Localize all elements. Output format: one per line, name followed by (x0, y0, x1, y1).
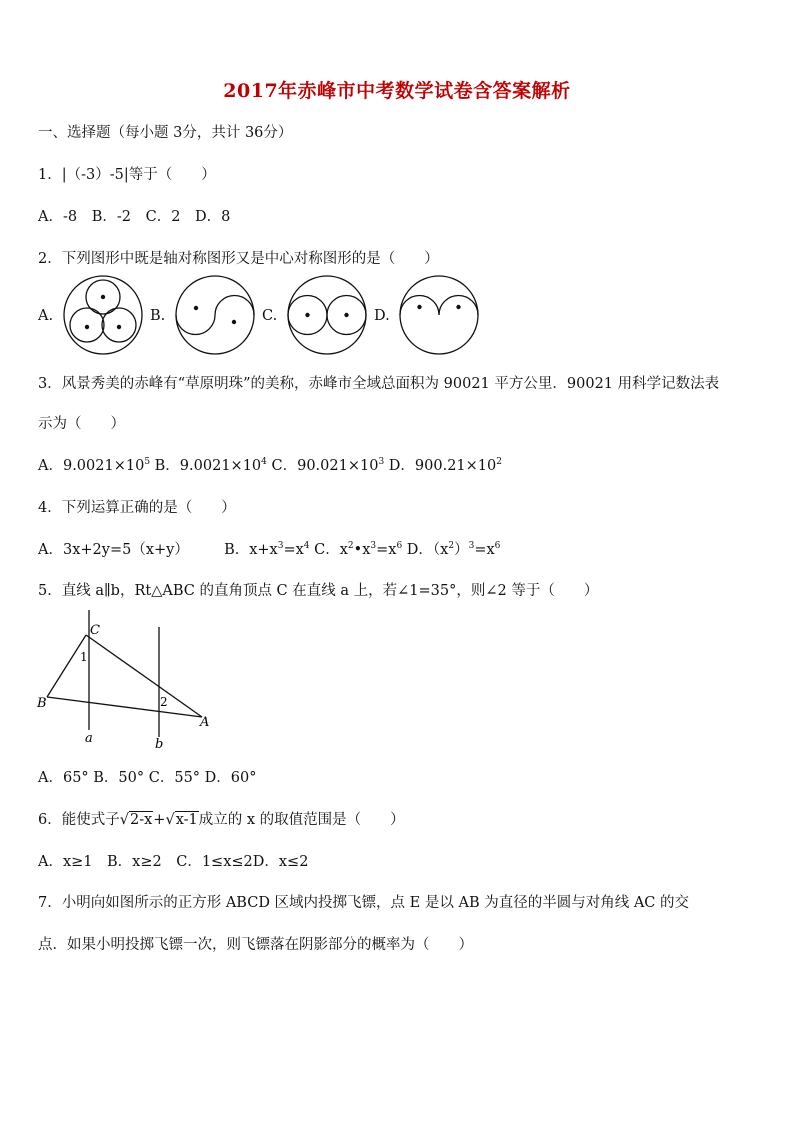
label-a: A (200, 715, 210, 730)
label-c: C (90, 623, 100, 638)
q1-option-a: A．-8 (38, 209, 78, 225)
question-7-stem-line2: 点．如果小明投掷飞镖一次，则飞镖落在阴影部分的概率为（ ） (38, 937, 473, 953)
q4-option-a: A．3x+2y=5（x+y） (38, 542, 189, 558)
label-angle-2: 2 (160, 695, 168, 709)
figure-b-yin-yang (172, 272, 258, 358)
page-title: 2017年赤峰市中考数学试卷含答案解析 (223, 80, 571, 102)
sqrt-2-minus-x: √2-x (119, 812, 153, 828)
figure-a-three-circles (60, 272, 146, 358)
question-4-stem: 4．下列运算正确的是（ ） (38, 500, 236, 516)
q2-label-c: C. (262, 308, 278, 324)
q1-option-c: C．2 (145, 209, 181, 225)
question-6-stem: 6．能使式子√2-x+√x-1成立的 x 的取值范围是（ ） (38, 812, 405, 828)
q3-option-d: D．$900.21\times 10^2$ (388, 457, 502, 474)
question-2-figures (38, 272, 498, 360)
label-angle-1: 1 (80, 650, 88, 664)
question-3-options (38, 454, 502, 475)
line-b-label: b (155, 737, 164, 750)
question-2-stem: 2．下列图形中既是轴对称图形又是中心对称图形的是（ ） (38, 251, 439, 267)
question-3-stem-line1: 3．风景秀美的赤峰有“草原明珠”的美称，赤峰市全域总面积为 90021 平方公里．90021 用科学记数法表 (38, 376, 720, 392)
q4-option-d: D．$(x^2)^3=x^6$ (406, 541, 501, 558)
q1-option-b: B．-2 (91, 209, 131, 225)
figure-d-heart-arcs (396, 272, 482, 358)
q3-option-b: B．$9.0021\times 10^4$ (154, 457, 267, 474)
q2-label-a: A. (38, 308, 54, 324)
q1-option-d: D．8 (195, 209, 231, 225)
question-3-stem-line2: 示为（ ） (38, 416, 125, 432)
label-b: B (37, 696, 47, 711)
question-1-stem: 1．|（-3）-5|等于（ ） (38, 167, 216, 183)
q2-label-d: D. (374, 308, 390, 324)
q3-option-a: A．$9.0021\times 10^5$ (38, 457, 151, 474)
question-5-stem: 5．直线 a∥b，Rt△ABC 的直角顶点 C 在直线 a 上，若∠1=35°，则∠2 等于（ ） (38, 583, 599, 599)
question-1-options (38, 205, 240, 226)
figure-c-two-circles (284, 272, 370, 358)
q3-option-c: C．$90.021\times 10^3$ (271, 457, 385, 474)
question-7-stem-line1: 7．小明向如图所示的正方形 ABCD 区域内投掷飞镖，点 E 是以 AB 为直径的半圆与对角线 AC 的交 (38, 895, 689, 911)
question-5-options: A．65° B．50° C．55° D．60° (38, 770, 257, 786)
q4-option-b: B．$x+x^3=x^4$ (224, 541, 310, 558)
sqrt-x-minus-1: √x-1 (165, 812, 198, 828)
q4-option-c: C．$x^2•x^3=x^6$ (314, 541, 403, 558)
section-heading: 一、选择题（每小题 3分，共计 36分） (38, 125, 293, 141)
line-a-label: a (85, 731, 93, 746)
q5-triangle-figure (34, 605, 214, 750)
question-4-options (38, 538, 500, 559)
question-6-options: A．x≥1 B．x≥2 C．1≤x≤2D．x≤2 (38, 854, 309, 870)
q2-label-b: B. (150, 308, 166, 324)
